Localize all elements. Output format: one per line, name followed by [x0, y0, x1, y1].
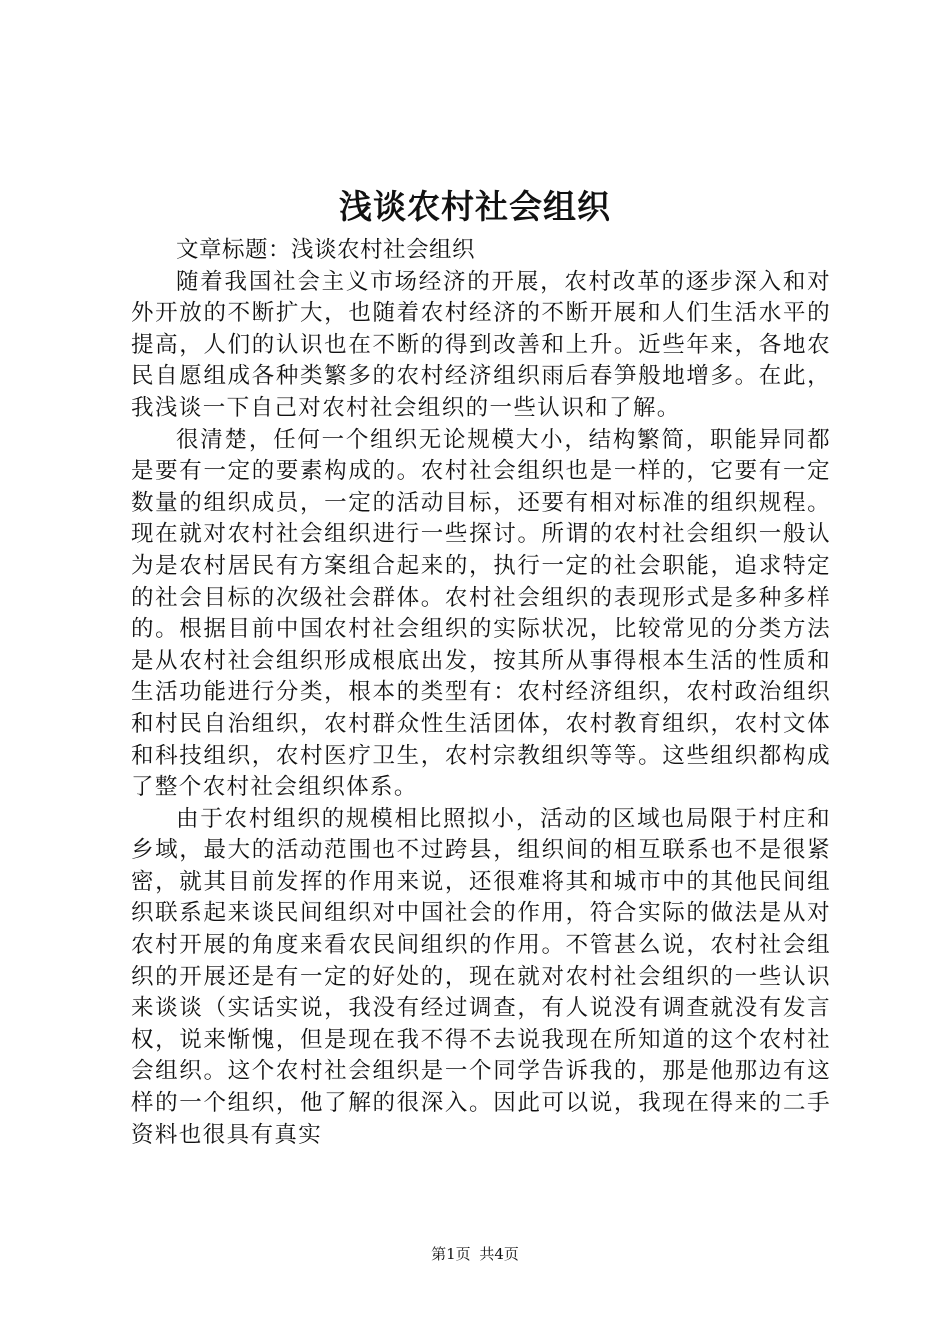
article-title-line: 文章标题：浅谈农村社会组织 — [176, 237, 476, 263]
page-footer — [0, 1244, 950, 1264]
document-title: 浅谈农村社会组织 — [339, 187, 611, 226]
paragraph-3: 由于农村组织的规模相比照拟小，活动的区域也局限于村庄和乡域，最大的活动范围也不过跨县，组织间的相互联系也不是很紧密，就其目前发挥的作用来说，还很难将其和城市中的其他民间组织联系起来谈民间组织对中国社会的作用，符合实际的做法是从对农村开展的角度来看农民间组织的作用。不管甚么说，农村社会组织的开展还是有一定的好处的，现在就对农村社会组织的一些认识来谈谈（实话实说，我没有经过调查，有人说没有调查就没有发言权，说来惭愧，但是现在我不得不去说我现在所知道的这个农村社会组织。这个农村社会组织是一个同学告诉我的，那是他那边有这样的一个组织，他了解的很深入。因此可以说，我现在得来的二手资料也很具有真实 — [131, 805, 831, 1148]
document-body — [131, 235, 831, 1151]
paragraph-2: 很清楚，任何一个组织无论规模大小，结构繁简，职能异同都是要有一定的要素构成的。农村社会组织也是一样的，它要有一定数量的组织成员，一定的活动目标，还要有相对标准的组织规程。现在就对农村社会组织进行一些探讨。所谓的农村社会组织一般认为是农村居民有方案组合起来的，执行一定的社会职能，追求特定的社会目标的次级社会群体。农村社会组织的表现形式是多种多样的。根据目前中国农村社会组织的实际状况，比较常见的分类方法是从农村社会组织形成根底出发，按其所从事得根本生活的性质和生活功能进行分类，根本的类型有：农村经济组织，农村政治组织和村民自治组织，农村群众性生活团体，农村教育组织，农村文体和科技组织，农村医疗卫生，农村宗教组织等等。这些组织都构成了整个农村社会组织体系。 — [131, 426, 831, 801]
page-number: 第1页 — [431, 1245, 471, 1263]
page-total: 共4页 — [479, 1245, 519, 1263]
paragraph-1: 随着我国社会主义市场经济的开展，农村改革的逐步深入和对外开放的不断扩大，也随着农村经济的不断开展和人们生活水平的提高，人们的认识也在不断的得到改善和上升。近些年来，各地农民自愿组成各种类繁多的农村经济组织雨后春笋般地增多。在此，我浅谈一下自己对农村社会组织的一些认识和了解。 — [131, 268, 831, 421]
